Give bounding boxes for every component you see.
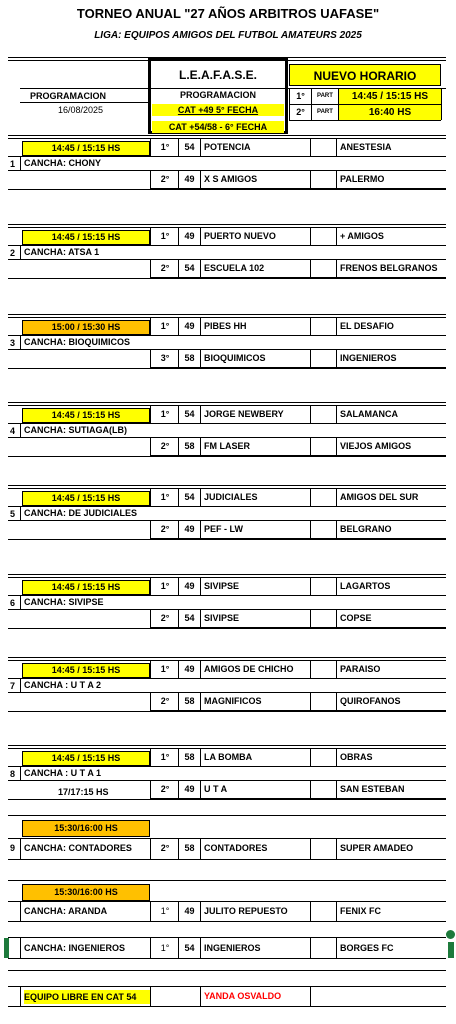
match-order: 3° (160, 353, 170, 363)
block10-away-1: FENIX FC (340, 906, 382, 916)
cancha-bottom-line (8, 349, 446, 350)
col-line (150, 520, 151, 538)
libre-team: YANDA OSVALDO (204, 991, 282, 1001)
col-line (200, 405, 201, 423)
part2-label: PART (317, 109, 333, 115)
col-line (200, 138, 201, 156)
match-order: 2° (160, 524, 170, 534)
match-category: 54 (184, 613, 195, 623)
col-line (200, 437, 201, 455)
match-category: 54 (184, 142, 195, 152)
match-order: 2° (160, 263, 170, 273)
block-time: 14:45 / 15:15 HS (22, 751, 150, 766)
nuevo-horario-label: NUEVO HORARIO (289, 64, 441, 86)
block-top-line (8, 574, 446, 575)
block10-cat-2: 54 (184, 943, 195, 953)
col-line (310, 780, 311, 798)
block10-home-1: JULITO REPUESTO (204, 906, 288, 916)
block-top-line (8, 227, 446, 228)
away-team: OBRAS (340, 752, 373, 762)
col-line (150, 488, 151, 506)
block-top-line (8, 577, 446, 578)
match-category: 54 (184, 409, 195, 419)
col-line (200, 609, 201, 627)
match-order: 2° (160, 784, 170, 794)
block-top-line (8, 485, 446, 486)
col-line (310, 349, 311, 367)
match-order: 2° (160, 613, 170, 623)
block9-cancha: CANCHA: CONTADORES (24, 843, 132, 853)
away-team: SAN ESTEBAN (340, 784, 405, 794)
home-team: JUDICIALES (204, 492, 258, 502)
away-team: VIEJOS AMIGOS (340, 441, 412, 451)
block-bottom-line (8, 539, 446, 540)
match-category: 58 (184, 752, 195, 762)
match-order: 1° (160, 321, 170, 331)
part1-label: PART (317, 93, 333, 99)
part1-number: 1° (296, 91, 305, 101)
col-line (336, 259, 337, 277)
row-line (150, 766, 446, 767)
match-order: 1° (160, 142, 170, 152)
cancha-bottom-line (8, 520, 446, 521)
home-team: MAGNIFICOS (204, 696, 262, 706)
block9-home: CONTADORES (204, 843, 268, 853)
row-line (150, 423, 446, 424)
block-bottom-line (8, 628, 446, 629)
home-team: PUERTO NUEVO (204, 231, 276, 241)
match-order: 2° (160, 174, 170, 184)
block-top-line (8, 745, 446, 746)
block10-order-1: 1° (160, 906, 170, 916)
away-team: AMIGOS DEL SUR (340, 492, 419, 502)
match-category: 54 (184, 492, 195, 502)
match-order: 1° (160, 664, 170, 674)
row-line (150, 245, 446, 246)
col-line (310, 317, 311, 335)
block9-time: 15:30/16:00 HS (22, 820, 150, 837)
col-line (150, 317, 151, 335)
cancha-name: CANCHA : U T A 1 (24, 768, 101, 778)
col-line (310, 692, 311, 710)
home-team: U T A (204, 784, 228, 794)
block-bottom-line (8, 799, 446, 800)
col-line (200, 692, 201, 710)
col-line (336, 660, 337, 678)
block-top-line (8, 135, 446, 136)
block-bottom-line (8, 368, 446, 369)
cancha-name: CANCHA: SUTIAGA(LB) (24, 425, 127, 435)
block10-time: 15:30/16:00 HS (22, 884, 150, 901)
col-line (336, 349, 337, 367)
programacion-left: PROGRAMACION (30, 91, 106, 101)
col-line (150, 692, 151, 710)
block-number: 1 (10, 159, 16, 169)
block-top-line (8, 660, 446, 661)
col-line (200, 488, 201, 506)
block-number: 7 (10, 681, 16, 691)
col-line (150, 138, 151, 156)
block-top-line (8, 138, 446, 139)
leafase-label: L.E.A.F.A.S.E. (178, 68, 257, 82)
match-order: 1° (160, 231, 170, 241)
row-line (150, 678, 446, 679)
home-team: BIOQUIMICOS (204, 353, 266, 363)
part1-time: 14:45 / 15:15 HS (339, 89, 441, 104)
programacion-center: PROGRAMACION (180, 90, 256, 100)
col-line (200, 748, 201, 766)
col-line (336, 227, 337, 245)
match-category: 49 (184, 321, 195, 331)
match-category: 49 (184, 231, 195, 241)
col-line (310, 520, 311, 538)
num-col-line (20, 595, 21, 609)
row-line (150, 595, 446, 596)
block-top-line (8, 317, 446, 318)
match-order: 1° (160, 492, 170, 502)
num-col-line (20, 678, 21, 692)
col-line (336, 520, 337, 538)
block-bottom-line (8, 278, 446, 279)
away-team: + AMIGOS (340, 231, 384, 241)
col-line (200, 170, 201, 188)
col-line (336, 692, 337, 710)
col-line (200, 317, 201, 335)
col-line (150, 405, 151, 423)
block-number: 3 (10, 338, 16, 348)
away-team: ANESTESIA (340, 142, 392, 152)
col-line (336, 748, 337, 766)
cancha-bottom-line (8, 609, 446, 610)
tournament-title: TORNEO ANUAL "27 AÑOS ARBITROS UAFASE" (76, 6, 380, 21)
col-line (150, 780, 151, 798)
home-team: SIVIPSE (204, 581, 240, 591)
block-top-line (8, 488, 446, 489)
block-bottom-line (8, 189, 446, 190)
block-top-line (8, 314, 446, 315)
home-team: POTENCIA (204, 142, 251, 152)
match-order: 1° (160, 409, 170, 419)
block-bottom-line (8, 456, 446, 457)
part2-number: 2° (296, 107, 305, 117)
col-line (336, 170, 337, 188)
cancha-name: CANCHA: CHONY (24, 158, 101, 168)
match-category: 49 (184, 174, 195, 184)
block-top-line (8, 657, 446, 658)
block-time: 14:45 / 15:15 HS (22, 491, 150, 506)
block-time: 14:45 / 15:15 HS (22, 580, 150, 595)
block-time: 15:00 / 15:30 HS (22, 320, 150, 335)
home-team: PEF - LW (204, 524, 243, 534)
num-col-line (20, 335, 21, 349)
block-top-line (8, 748, 446, 749)
cancha-name: CANCHA : U T A 2 (24, 680, 101, 690)
col-line (310, 437, 311, 455)
home-team: PIBES HH (204, 321, 247, 331)
cancha-bottom-line (8, 437, 446, 438)
row-line (150, 156, 446, 157)
away-team: COPSE (340, 613, 372, 623)
col-line (310, 577, 311, 595)
match-category: 58 (184, 353, 195, 363)
col-line (200, 259, 201, 277)
col-line (150, 609, 151, 627)
green-marker-right (446, 930, 455, 939)
row-line (150, 335, 446, 336)
block-number: 2 (10, 248, 16, 258)
cancha-name: CANCHA: BIOQUIMICOS (24, 337, 130, 347)
away-team: PARAISO (340, 664, 381, 674)
num-col-line (20, 423, 21, 437)
block-number: 8 (10, 769, 16, 779)
green-marker-left (4, 938, 9, 958)
block10-order-2: 1° (160, 943, 170, 953)
match-category: 49 (184, 581, 195, 591)
match-order: 2° (160, 441, 170, 451)
col-line (150, 660, 151, 678)
col-line (150, 170, 151, 188)
col-line (310, 660, 311, 678)
cancha-bottom-line (8, 170, 446, 171)
num-col-line (20, 245, 21, 259)
home-team: FM LASER (204, 441, 250, 451)
block-number: 4 (10, 426, 16, 436)
match-category: 54 (184, 263, 195, 273)
col-line (336, 138, 337, 156)
home-team: AMIGOS DE CHICHO (204, 664, 294, 674)
col-line (200, 349, 201, 367)
cancha-name: CANCHA: ATSA 1 (24, 247, 100, 257)
col-line (200, 577, 201, 595)
block-bottom-line (8, 711, 446, 712)
away-team: BELGRANO (340, 524, 392, 534)
col-line (310, 170, 311, 188)
green-marker-right-2 (448, 942, 454, 958)
col-line (336, 780, 337, 798)
block9-number: 9 (10, 843, 16, 853)
cancha-bottom-line (8, 780, 446, 781)
block10-cancha-1: CANCHA: ARANDA (24, 906, 108, 916)
row-line (150, 506, 446, 507)
num-col-line (20, 506, 21, 520)
part2-time: 16:40 HS (339, 105, 441, 120)
col-line (310, 488, 311, 506)
col-line (150, 259, 151, 277)
col-line (310, 138, 311, 156)
home-team: LA BOMBA (204, 752, 253, 762)
match-category: 58 (184, 696, 195, 706)
col-line (200, 660, 201, 678)
block-top-line (8, 224, 446, 225)
block10-home-2: INGENIEROS (204, 943, 261, 953)
col-line (336, 437, 337, 455)
away-team: FRENOS BELGRANOS (340, 263, 438, 273)
home-team: X S AMIGOS (204, 174, 258, 184)
libre-label: EQUIPO LIBRE EN CAT 54 (24, 990, 150, 1004)
league-subtitle: LIGA: EQUIPOS AMIGOS DEL FUTBOL AMATEURS 2025 (94, 30, 362, 41)
block9-cat: 58 (184, 843, 195, 853)
match-order: 2° (160, 696, 170, 706)
cancha-name: CANCHA: DE JUDICIALES (24, 508, 138, 518)
col-line (150, 577, 151, 595)
block-top-line (8, 402, 446, 403)
cat49-label: CAT +49 5° FECHA (152, 104, 284, 116)
cancha-bottom-line (8, 692, 446, 693)
block-time: 14:45 / 15:15 HS (22, 230, 150, 245)
block-time: 14:45 / 15:15 HS (22, 408, 150, 423)
away-team: LAGARTOS (340, 581, 391, 591)
block9-order: 2° (160, 843, 170, 853)
col-line (336, 609, 337, 627)
block-top-line (8, 405, 446, 406)
col-line (336, 317, 337, 335)
col-line (336, 577, 337, 595)
col-line (150, 349, 151, 367)
away-team: PALERMO (340, 174, 385, 184)
col-line (310, 748, 311, 766)
away-team: QUIROFANOS (340, 696, 401, 706)
away-team: EL DESAFIO (340, 321, 394, 331)
match-category: 49 (184, 524, 195, 534)
away-team: INGENIEROS (340, 353, 397, 363)
col-line (150, 748, 151, 766)
program-date: 16/08/2025 (58, 105, 104, 115)
col-line (336, 488, 337, 506)
cancha-name: CANCHA: SIVIPSE (24, 597, 104, 607)
block10-away-2: BORGES FC (340, 943, 394, 953)
match-category: 49 (184, 664, 195, 674)
match-category: 58 (184, 441, 195, 451)
home-team: ESCUELA 102 (204, 263, 265, 273)
block10-cat-1: 49 (184, 906, 195, 916)
col-line (310, 259, 311, 277)
block9-away: SUPER AMADEO (340, 843, 414, 853)
col-line (336, 405, 337, 423)
block-note: 17/17:15 HS (58, 787, 109, 797)
col-line (200, 780, 201, 798)
match-order: 1° (160, 752, 170, 762)
num-col-line (20, 156, 21, 170)
block-number: 6 (10, 598, 16, 608)
match-category: 49 (184, 784, 195, 794)
block-time: 14:45 / 15:15 HS (22, 141, 150, 156)
away-team: SALAMANCA (340, 409, 398, 419)
block-number: 5 (10, 509, 16, 519)
col-line (200, 520, 201, 538)
col-line (150, 227, 151, 245)
col-line (310, 227, 311, 245)
col-line (310, 405, 311, 423)
col-line (200, 227, 201, 245)
col-line (310, 609, 311, 627)
block-time: 14:45 / 15:15 HS (22, 663, 150, 678)
cancha-bottom-line (8, 259, 446, 260)
home-team: SIVIPSE (204, 613, 240, 623)
num-col-line (20, 766, 21, 780)
cat5458-label: CAT +54/58 - 6° FECHA (152, 121, 284, 133)
block10-cancha-2: CANCHA: INGENIEROS (24, 943, 126, 953)
home-team: JORGE NEWBERY (204, 409, 284, 419)
col-line (150, 437, 151, 455)
match-order: 1° (160, 581, 170, 591)
